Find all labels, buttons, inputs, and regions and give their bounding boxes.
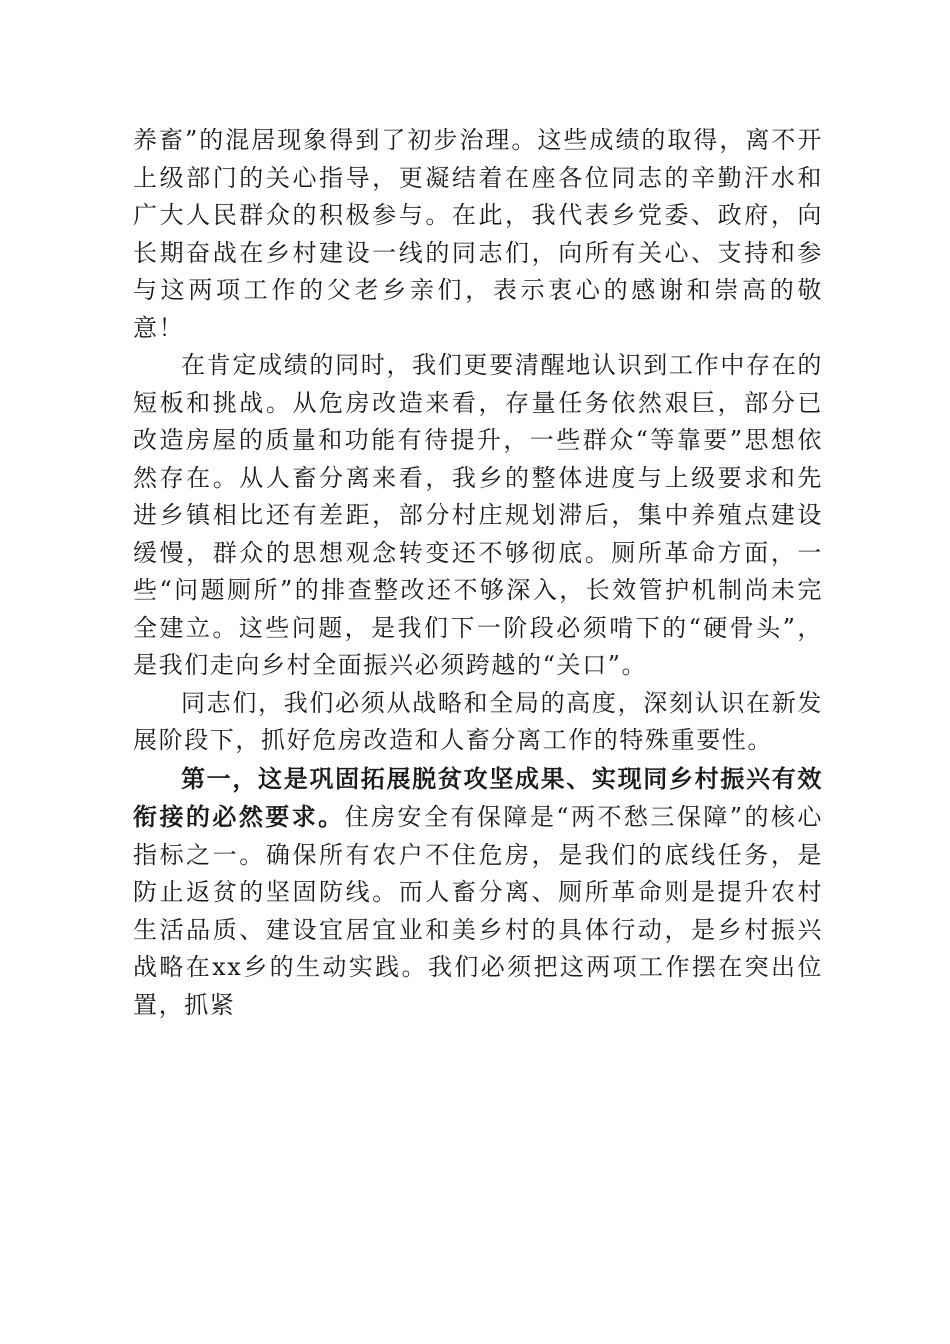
- paragraph-1: 养畜”的混居现象得到了初步治理。这些成绩的取得，离不开上级部门的关心指导，更凝结着在座各位同志的辛勤汗水和广大人民群众的积极参与。在此，我代表乡党委、政府，向长期奋战在乡村建设一线的同志们，向所有关心、支持和参与这两项工作的父老乡亲们，表示衷心的感谢和崇高的敬意！: [133, 126, 823, 342]
- paragraph-4-body: 住房安全有保障是“两不愁三保障”的核心指标之一。确保所有农户不住危房，是我们的底线任务，是防止返贫的坚固防线。而人畜分离、厕所革命则是提升农村生活品质、建设宜居宜业和美乡村的具体行动，是乡村振兴战略在xx乡的生动实践。我们必须把这两项工作摆在突出位置，抓紧: [133, 803, 823, 1019]
- paragraph-3: 同志们，我们必须从战略和全局的高度，深刻认识在新发展阶段下，抓好危房改造和人畜分离工作的特殊重要性。: [133, 688, 823, 754]
- document-body: [133, 122, 823, 1024]
- paragraph-4: [133, 760, 823, 1025]
- paragraph-2: 在肯定成绩的同时，我们更要清醒地认识到工作中存在的短板和挑战。从危房改造来看，存量任务依然艰巨，部分已改造房屋的质量和功能有待提升，一些群众“等靠要”思想依然存在。从人畜分离来看，我乡的整体进度与上级要求和先进乡镇相比还有差距，部分村庄规划滞后，集中养殖点建设缓慢，群众的思想观念转变还不够彻底。厕所革命方面，一些“问题厕所”的排查整改还不够深入，长效管护机制尚未完全建立。这些问题，是我们下一阶段必须啃下的“硬骨头”，是我们走向乡村全面振兴必须跨越的“关口”。: [133, 351, 823, 679]
- paragraph-4-bold-lead: 第一，这是巩固拓展脱贫攻坚成果、实现同乡村振兴有效衔接的必然要求。: [133, 763, 823, 831]
